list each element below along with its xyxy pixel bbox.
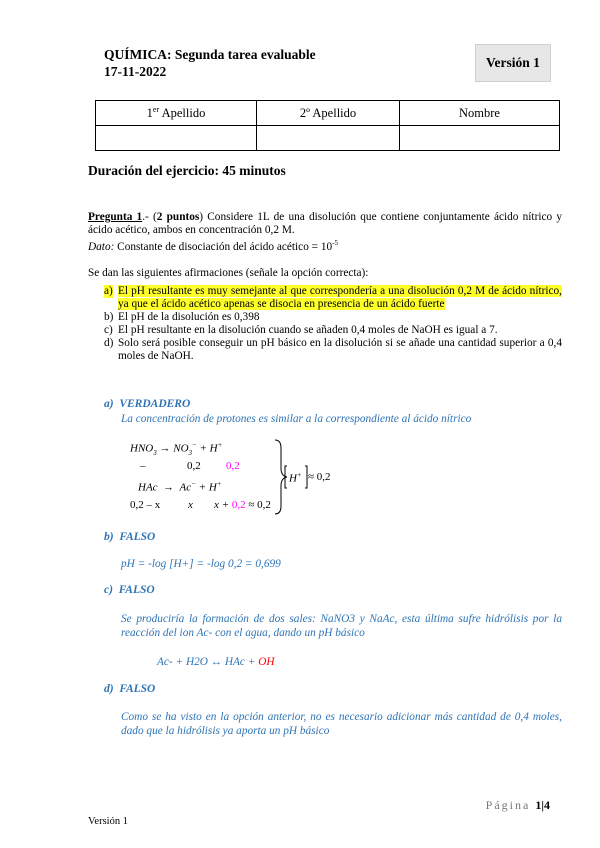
answer-d-text: Como se ha visto en la opción anterior, no es necesario adicionar más cantidad de 0,4 moles, dado que la hidrólisis ya aporta un pH básico: [121, 711, 562, 737]
question-points: 2 puntos: [156, 211, 200, 223]
answer-c-text: Se produciría la formación de dos sales: NaNO3 y NaAc, esta última sufre hidrólisis por la reacción del ion Ac- con el agua, dando un pH básico: [121, 613, 562, 639]
data-label: Dato:: [88, 240, 115, 253]
option-b: b) El pH de la disolución es 0,398: [104, 311, 260, 323]
name-header: Nombre: [400, 101, 560, 126]
option-c: c) El pH resultante en la disolución cuando se añaden 0,4 moles de NaOH es igual a 7.: [104, 324, 498, 336]
first-surname-header: 1er Apellido: [96, 101, 257, 126]
exercise-duration: Duración del ejercicio: 45 minutos: [88, 163, 286, 178]
version-box: Versión 1: [475, 44, 551, 82]
answer-a-text: La concentración de protones es similar a la correspondiente al ácido nítrico: [121, 413, 472, 425]
equation-result-ion: H+: [289, 471, 302, 485]
equation-row-2-dash: –: [140, 460, 146, 472]
document-date: 17-11-2022: [104, 64, 167, 79]
second-surname-cell[interactable]: [257, 126, 400, 151]
option-a: a) El pH resultante es muy semejante al que correspondería a una disolución 0,2 M de ácido nítrico, ya que el ácido acético apenas se disocia en presencia de un ácido fuerte: [104, 285, 562, 310]
options-list: [104, 285, 562, 363]
equation-row-1: $HNO_3 \to NO_3^- + H^+$: [130, 441, 223, 457]
answer-a-head: a) VERDADERO: [104, 398, 191, 410]
answer-b-head: b) FALSO: [104, 531, 156, 543]
answer-d-head: d) FALSO: [104, 683, 156, 695]
question-label: Pregunta 1: [88, 211, 143, 223]
equation-row-4b: x: [188, 499, 193, 511]
option-d: d) Solo será posible conseguir un pH básico en la disolución si se añade una cantidad superior a 0,4 moles de NaOH.: [104, 337, 562, 362]
question-intro: Se dan las siguientes afirmaciones (señale la opción correcta):: [88, 267, 369, 279]
student-name-table: [95, 100, 560, 151]
document-header: [104, 46, 316, 80]
equation-row-4c: x + 0,2 ≈ 0,2: [214, 499, 271, 511]
equation-row-2-highlight: 0,2: [226, 460, 240, 472]
page-number: Página 1|4: [485, 798, 550, 812]
name-cell[interactable]: [400, 126, 560, 151]
equation-row-2-value: 0,2: [187, 460, 201, 472]
question-statement: Pregunta 1.- (2 puntos) Considere 1L de una disolución que contiene conjuntamente ácido nítrico y ácido acético, ambos en concentración 0,2 M. Dato: Constante de disociación del ácido acético = $10^{-5}$: [88, 211, 562, 253]
answer-c-head: c) FALSO: [104, 584, 155, 596]
answer-b-text: pH = -log [H+] = -log 0,2 = 0,699: [121, 558, 281, 570]
equation-row-3: HAc → Ac− + H+: [138, 480, 222, 494]
hydrolysis-equation: Ac- + H2O ↔ HAc + OH: [157, 656, 275, 668]
second-surname-header: 2º Apellido: [257, 101, 400, 126]
equation-result-value: ≈ 0,2: [308, 471, 331, 483]
equation-row-4a: 0,2 – x: [130, 499, 161, 511]
document-title: QUÍMICA: Segunda tarea evaluable: [104, 47, 316, 62]
first-surname-cell[interactable]: [96, 126, 257, 151]
footer-version: Versión 1: [88, 816, 128, 827]
